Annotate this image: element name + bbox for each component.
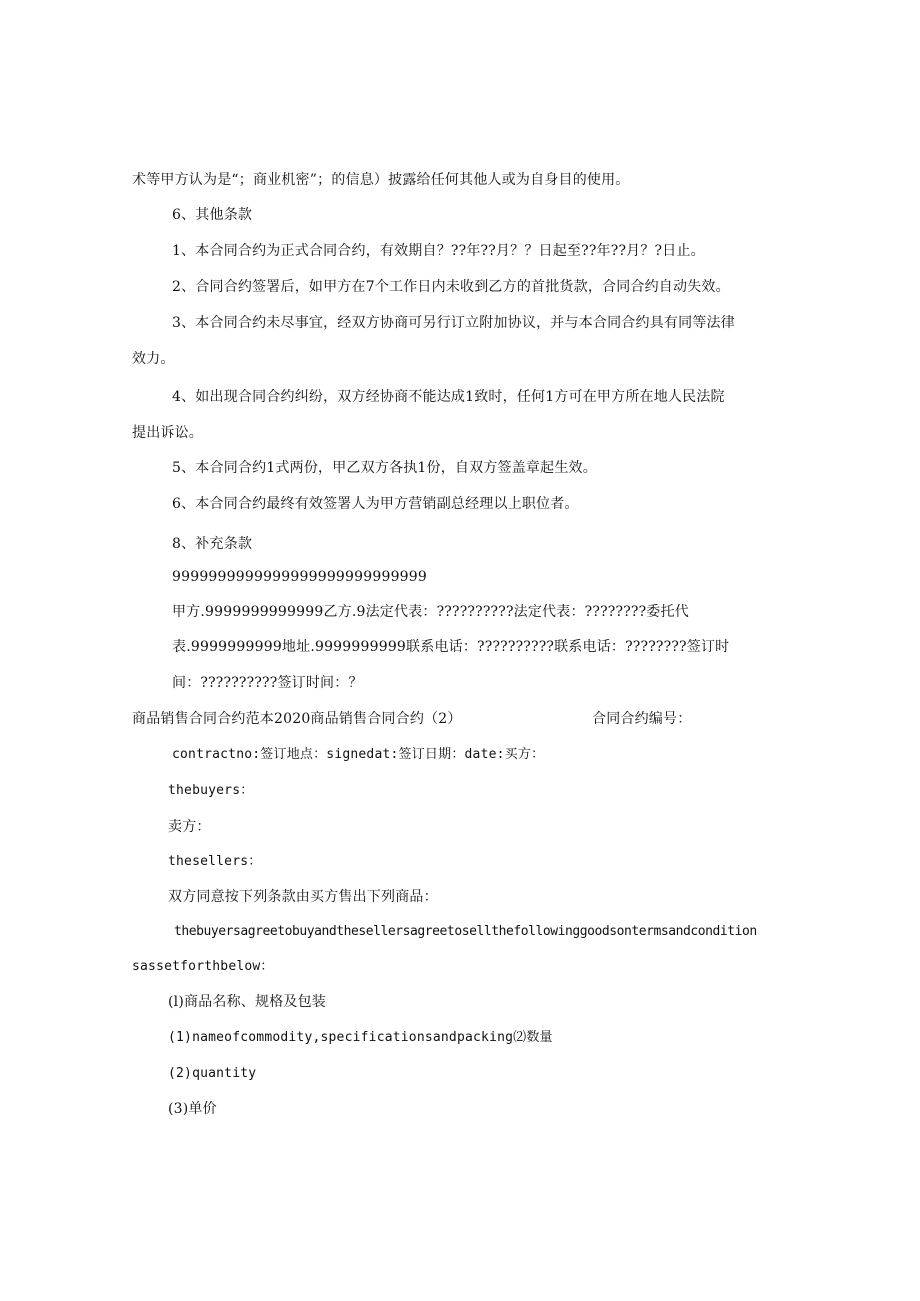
signature-line: 间：??????????签订时间：？ — [172, 675, 363, 691]
text-line: thebuyersagreetobuyandthesellersagreetosellthefollowinggoodsontermsandcondition — [174, 924, 757, 939]
section-heading: 8、补充条款 — [172, 536, 253, 552]
text-line: contractno:签订地点：signedat:签订日期：date:买方： — [172, 747, 545, 762]
clause-line: 2、合同合约签署后，如甲方在7个工作日内未收到乙方的首批货款，合同合约自动失效。 — [172, 279, 730, 295]
text-line: 术等甲方认为是“；商业机密”；的信息）披露给任何其他人或为自身目的使用。 — [132, 172, 630, 188]
clause-line: 4、如出现合同合约纠纷，双方经协商不能达成1致时，任何1方可在甲方所在地人民法院 — [172, 389, 725, 405]
list-item: (2)quantity — [168, 1066, 257, 1081]
section-heading: 6、其他条款 — [172, 207, 253, 223]
clause-continuation: 效力。 — [132, 351, 175, 367]
contract-number-label: 合同合约编号： — [592, 711, 692, 727]
clause-line: 3、本合同合约未尽事宜，经双方协商可另行订立附加协议，并与本合同合约具有同等法律 — [172, 315, 735, 331]
signature-line: 甲方.9999999999999乙方.9法定代表：??????????法定代表：????????委托代 — [172, 604, 689, 620]
document-title: 商品销售合同合约范本2020商品销售合同合约（2） — [132, 711, 462, 727]
signature-line: 表.9999999999地址.9999999999联系电话：??????????联系电话：????????签订时 — [172, 639, 730, 655]
text-line: 卖方： — [168, 819, 211, 835]
clause-line: 5、本合同合约1式两份，甲乙双方各执1份，自双方签盖章起生效。 — [172, 460, 597, 476]
placeholder-line: 9999999999999999999999999999 — [172, 569, 428, 585]
text-line: 双方同意按下列条款由买方售出下列商品： — [168, 889, 438, 905]
clause-line: 6、本合同合约最终有效签署人为甲方营销副总经理以上职位者。 — [172, 496, 579, 512]
text-line: thebuyers： — [168, 783, 254, 798]
text-line: sassetforthbelow： — [132, 959, 274, 974]
list-item: (3)单价 — [168, 1101, 217, 1117]
text-line: thesellers： — [168, 854, 262, 869]
list-item: (1)nameofcommodity,specificationsandpacking⑵数量 — [168, 1030, 553, 1045]
clause-line: 1、本合同合约为正式合同合约，有效期自？??年??月？？日起至??年??月？?日止。 — [172, 243, 705, 259]
clause-continuation: 提出诉讼。 — [132, 425, 203, 441]
list-item: (l)商品名称、规格及包装 — [168, 994, 327, 1010]
